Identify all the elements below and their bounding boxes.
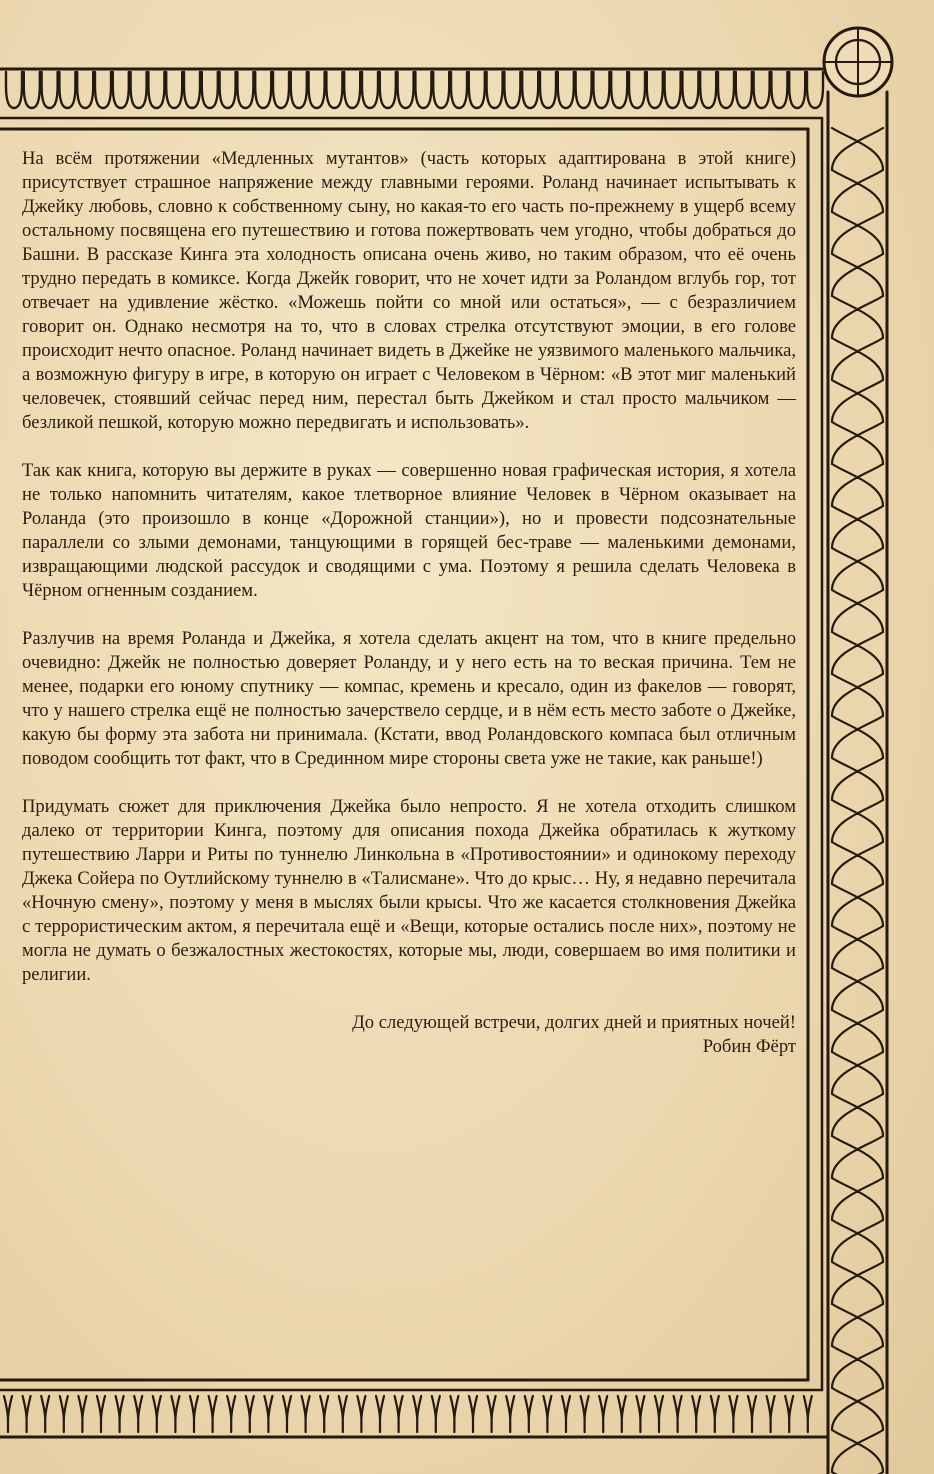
article-body bbox=[22, 147, 796, 1059]
paragraph-3: Разлучив на время Роланда и Джейка, я хотела сделать акцент на том, что в книге предельно очевидно: Джейк не полностью доверяет Роланду, и у него есть на то веская причина. Тем не менее, подарки его юному спутнику — компас, кремень и кресало, один из факелов — говорят, что у нашего стрелка ещё не полностью зачерствело сердце, и в нём есть место заботе о Джейке, какую бы форму эта забота ни принимала. (Кстати, ввод Роландовского компаса был отличным поводом сообщить тот факт, что в Срединном мире стороны света уже не такие, как раньше!) bbox=[22, 628, 796, 769]
paragraph-4: Придумать сюжет для приключения Джейка было непросто. Я не хотела отходить слишком далеко от территории Кинга, поэтому для описания похода Джейка обратилась к жуткому путешествию Ларри и Риты по туннелю Линкольна в «Противостоянии» и одинокому переходу Джека Сойера по Оутлийскому туннелю в «Талисмане». Что до крыс… Ну, я недавно перечитала «Ночную смену», поэтому у меня в мыслях были крысы. Что же касается столкновения Джейка с террористическим актом, я перечитала ещё и «Вещи, которые остались после них», поэтому не могла не думать о безжалостных жестокостях, которые мы, люди, совершаем во имя политики и религии. bbox=[22, 796, 796, 985]
paragraph-1: На всём протяжении «Медленных мутантов» (часть которых адаптирована в этой книге) присутствует страшное напряжение между главными героями. Роланд начинает испытывать к Джейку любовь, словно к собственному сыну, но какая-то его часть по-прежнему в ущерб всему остальному посвящена его путешествию и готова пожертвовать чем угодно, чтобы добраться до Башни. В рассказе Кинга эта холодность описана очень живо, но таким образом, что её очень трудно передать в комиксе. Когда Джейк говорит, что не хочет идти за Роландом вглубь гор, тот отвечает на удивление жёстко. «Можешь пойти со мной или остаться», — с безразличием говорит он. Однако несмотря на то, что в словах стрелка отсутствуют эмоции, в его голове происходит нечто опасное. Роланд начинает видеть в Джейке не уязвимого маленького мальчика, а возможную фигуру в игре, в которую он играет с Человеком в Чёрном: «В этот миг маленький человечек, стоявший сейчас перед ним, перестал быть Джейком и стал просто мальчиком — безликой пешкой, которую можно передвигать и использовать». bbox=[22, 148, 796, 433]
paragraph-2: Так как книга, которую вы держите в руках — совершенно новая графическая история, я хотела не только напомнить читателям, какое тлетворное влияние Человек в Чёрном оказывает на Роланда (это произошло в конце «Дорожной станции»), но и провести подсознательные параллели со злыми демонами, танцующими в горящей бес-траве — маленькими демонами, извращающими людской рассудок и сводящими с ума. Поэтому я решила сделать Человека в Чёрном огненным созданием. bbox=[22, 460, 796, 601]
closing-line: До следующей встречи, долгих дней и приятных ночей! bbox=[352, 1012, 796, 1033]
signoff bbox=[22, 1011, 796, 1059]
author-name: Робин Фёрт bbox=[702, 1036, 796, 1057]
